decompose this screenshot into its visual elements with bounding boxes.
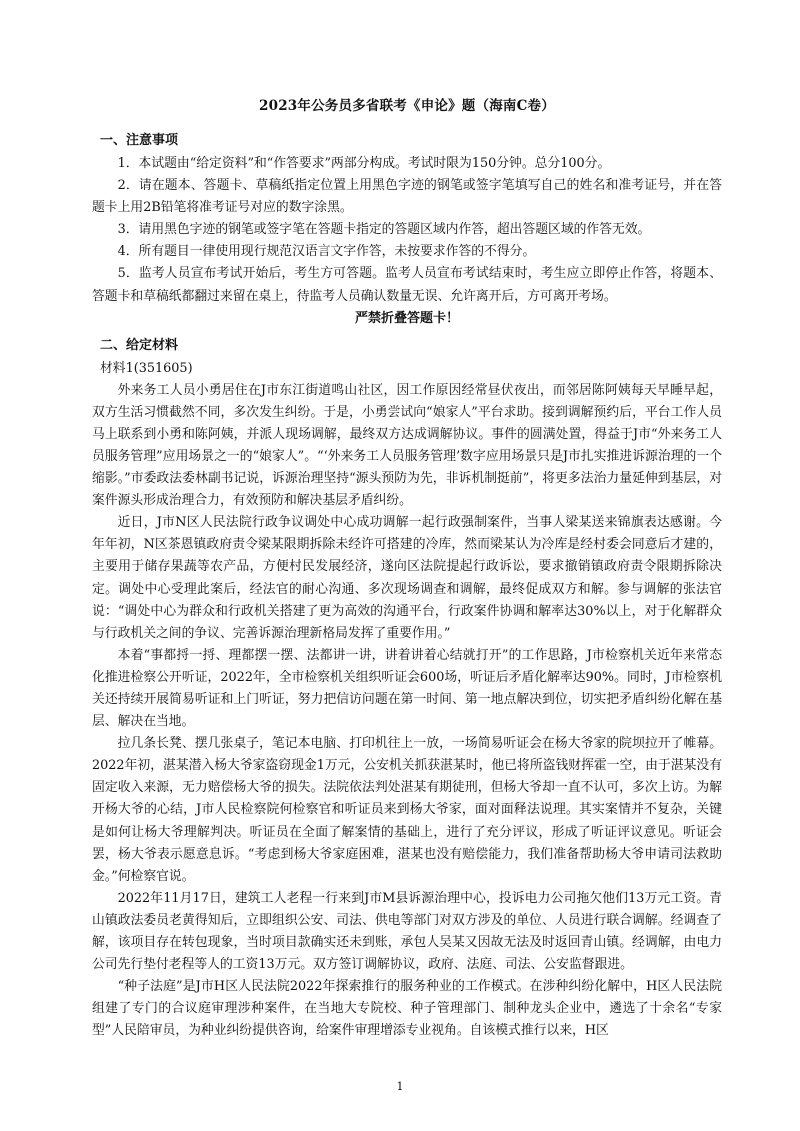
material-paragraph: 本着“事都捋一捋、理都摆一摆、法都讲一讲，讲着讲着心结就打开”的工作思路，J市检察机关近年来常态化推进检察公开听证，2022年，全市检察机关组织听证会600场，听证后矛盾化解率达90%。同时，J市检察机关还持续开展简易听证和上门听证，努力把信访问题在第一时间、第一地点解决到位，切实把矛盾纠纷化解在基层、解决在当地。 [92,647,722,730]
material-label: 材料1(351605) [100,360,193,376]
materials-heading: 二、给定材料 [100,337,179,353]
material-paragraph: “种子法庭”是J市H区人民法院2022年探索推行的服务种业的工作模式。在涉种纠纷化解中，H区人民法院组建了专门的合议庭审理涉种案件，在当地大专院校、种子管理部门、制种龙头企业中，遴选了十余名“专家型”人民陪审员，为种业纠纷提供咨询，给案件审理增添专业视角。自该模式推行以来，H区 [92,979,722,1039]
note-3: 3．请用黑色字迹的钢笔或签字笔在答题卡指定的答题区域内作答，超出答题区域的作答无效。 [117,222,651,238]
note-4: 4．所有题目一律使用现行规范汉语言文字作答，未按要求作答的不得分。 [117,244,536,260]
note-5: 5．监考人员宣布考试开始后，考生方可答题。监考人员宣布考试结束时，考生应立即停止作答，将题本、答题卡和草稿纸都翻过来留在桌上，待监考人员确认数量无误、允许离开后，方可离开考场。 [92,266,722,304]
page-number: 1 [396,1080,404,1093]
material-paragraph: 外来务工人员小勇居住在J市东江街道鸣山社区，因工作原因经常昼伏夜出，而邻居陈阿姨每天早睡早起，双方生活习惯截然不同，多次发生纠纷。于是，小勇尝试向“娘家人”平台求助。接到调解预约后，平台工作人员马上联系到小勇和陈阿姨，并派人现场调解，最终双方达成调解协议。事件的圆满处置，得益于J市“外来务工人员服务管理”应用场景之一的“娘家人”。“‘外来务工人员服务管理’数字应用场景只是J市扎实推进诉源治理的一个缩影。”市委政法委林副书记说，诉源治理坚持“源头预防为先，非诉机制挺前”，将更多法治力量延伸到基层，对案件源头形成治理合力，有效预防和解决基层矛盾纠纷。 [92,382,722,509]
notes-heading: 一、注意事项 [100,133,179,148]
material-paragraph: 近日，J市N区人民法院行政争议调处中心成功调解一起行政强制案件，当事人梁某送来锦旗表达感谢。今年年初，N区茶恩镇政府责令梁某限期拆除未经许可搭建的冷库，然而梁某认为冷库是经村委会同意后才建的，主要用于储存果蔬等农产品，方便村民发展经济，遂向区法院提起行政诉讼，要求撤销镇政府责令限期拆除决定。调处中心受理此案后，经法官的耐心沟通、多次现场调查和调解，最终促成双方和解。参与调解的张法官说：“调处中心为群众和行政机关搭建了更为高效的沟通平台，行政案件协调和解率达30%以上，对于化解群众与行政机关之间的争议、完善诉源治理新格局发挥了重要作用。” [92,515,722,641]
material-paragraph: 2022年11月17日，建筑工人老程一行来到J市M县诉源治理中心，投诉电力公司拖欠他们13万元工资。青山镇政法委员老黄得知后，立即组织公安、司法、供电等部门对双方涉及的单位、人员进行联合调解。经调查了解，该项目存在转包现象，当时项目款确实还未到账，承包人吴某又因故无法及时返回青山镇。经调解，由电力公司先行垫付老程等人的工资13万元。双方签订调解协议，政府、法庭、司法、公安监督跟进。 [92,890,722,973]
material-paragraph: 拉几条长凳、摆几张桌子，笔记本电脑、打印机往上一放，一场简易听证会在杨大爷家的院坝拉开了帷幕。2022年初，湛某潜入杨大爷家盗窃现金1万元，公安机关抓获湛某时，他已将所盗钱财挥霍一空，由于湛某没有固定收入来源，无力赔偿杨大爷的损失。法院依法判处湛某有期徒刑，但杨大爷却一直不认可，多次上访。为解开杨大爷的心结，J市人民检察院何检察官和听证员来到杨大爷家，面对面释法说理。其实案情并不复杂，关键是如何让杨大爷理解判决。听证员在全面了解案情的基础上，进行了充分评议，形成了听证评议意见。听证会罢，杨大爷表示愿意息诉。“考虑到杨大爷家庭困难，湛某也没有赔偿能力，我们准备帮助杨大爷申请司法救助金。”何检察官说。 [92,736,722,884]
notice-text: 严禁折叠答题卡！ [354,310,459,326]
page-content [92,96,722,1042]
note-1: 1．本试题由“给定资料”和“作答要求”两部分构成。考试时限为150分钟。总分100分。 [117,156,611,171]
note-2: 2．请在题本、答题卡、草稿纸指定位置上用黑色字迹的钢笔或签字笔填写自己的姓名和准考证号，并在答题卡上用2B铅笔将准考证号对应的数字涂黑。 [92,178,722,216]
document-title: 2023年公务员多省联考《申论》题（海南C卷） [259,98,555,114]
